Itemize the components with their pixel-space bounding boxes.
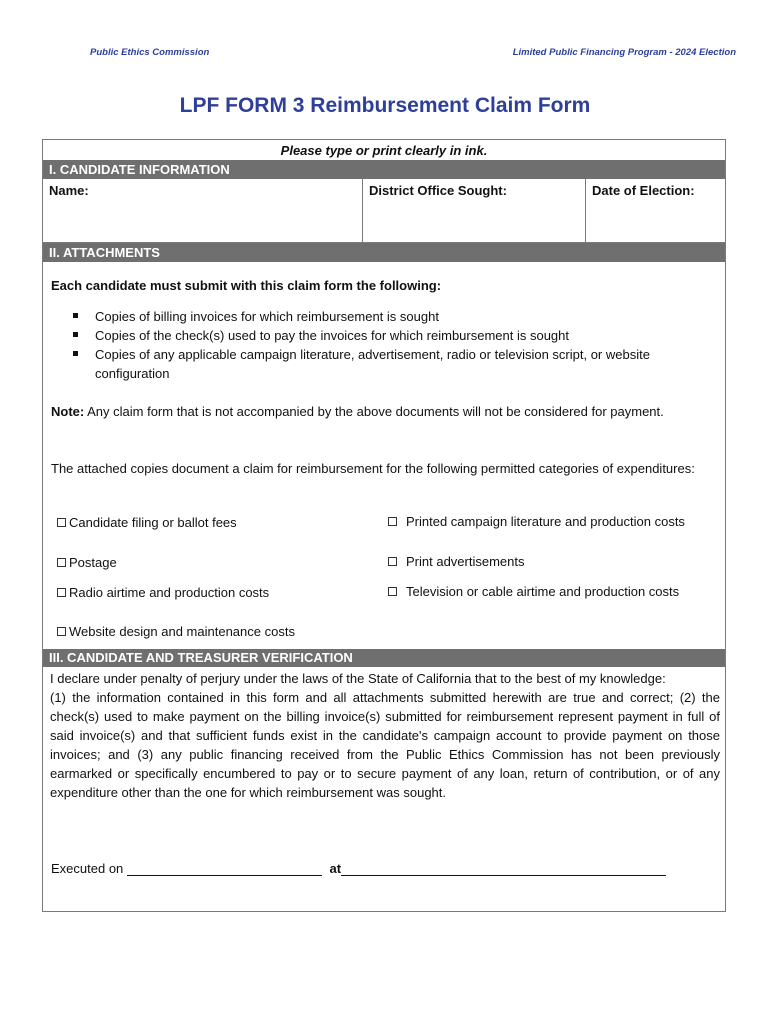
checkbox-icon[interactable] <box>388 587 397 596</box>
executed-place-field[interactable] <box>341 862 666 876</box>
checkbox-icon[interactable] <box>57 518 66 527</box>
header-agency: Public Ethics Commission <box>90 47 210 58</box>
list-item: Copies of any applicable campaign literature, advertisement, radio or television script, or website configuration <box>71 345 711 383</box>
checkbox-television-airtime[interactable]: Television or cable airtime and production costs <box>388 582 708 601</box>
note-label: Note: <box>51 404 85 419</box>
note-text <box>51 402 711 421</box>
claim-form <box>42 139 726 912</box>
section-attachments-header: II. ATTACHMENTS <box>43 243 725 262</box>
executed-line <box>51 859 666 878</box>
name-label: Name: <box>49 183 89 198</box>
list-item: Copies of the check(s) used to pay the invoices for which reimbursement is sought <box>71 326 711 345</box>
checkbox-icon[interactable] <box>388 517 397 526</box>
checkbox-website-design[interactable]: Website design and maintenance costs <box>57 622 295 641</box>
header-program: Limited Public Financing Program - 2024 Election <box>512 47 736 58</box>
date-of-election-field[interactable] <box>586 179 727 242</box>
checkbox-radio-airtime[interactable]: Radio airtime and production costs <box>57 583 269 602</box>
verification-statements: (1) the information contained in this form and all attachments submitted herewith are true and correct; (2) the check(s) used to make payment on the billing invoice(s) submitted for reimbursement represent payment in full of said invoice(s) and that sufficient funds exist in the candidate's campaign account to provide payment on those invoices; and (3) any public financing received from the Public Ethics Commission has not been previously earmarked or specifically encumbered to pay or to secure payment of any loan, return of contribution, or of any expenditure other than the one for which reimbursement was sought. <box>50 690 720 800</box>
form-title: LPF FORM 3 Reimbursement Claim Form <box>179 94 591 117</box>
checkbox-icon[interactable] <box>57 627 66 636</box>
attachments-intro: Each candidate must submit with this claim form the following: <box>51 278 442 293</box>
executed-on-label: Executed on <box>51 861 124 876</box>
name-field[interactable] <box>43 179 363 242</box>
checkbox-postage[interactable]: Postage <box>57 553 117 572</box>
attachments-list <box>71 307 711 383</box>
date-of-election-label: Date of Election: <box>592 183 695 198</box>
instruction-text: Please type or print clearly in ink. <box>280 143 488 158</box>
checkbox-candidate-filing-fees[interactable]: Candidate filing or ballot fees <box>57 513 237 532</box>
section-verification-header: III. CANDIDATE AND TREASURER VERIFICATION <box>43 649 725 667</box>
bullet-icon <box>73 351 78 356</box>
checkbox-printed-literature[interactable]: Printed campaign literature and production costs <box>388 512 708 531</box>
verification-declaration: I declare under penalty of perjury under the laws of the State of California that to the best of my knowledge: <box>50 671 666 686</box>
checkbox-icon[interactable] <box>388 557 397 566</box>
executed-date-field[interactable] <box>127 862 322 876</box>
at-label: at <box>329 861 342 876</box>
note-body: Any claim form that is not accompanied by the above documents will not be considered for payment. <box>87 404 664 419</box>
checkbox-print-advertisements[interactable]: Print advertisements <box>388 552 525 571</box>
checkbox-icon[interactable] <box>57 558 66 567</box>
verification-text <box>50 669 720 802</box>
list-item: Copies of billing invoices for which reimbursement is sought <box>71 307 711 326</box>
categories-intro: The attached copies document a claim for reimbursement for the following permitted categories of expenditures: <box>51 461 695 476</box>
bullet-icon <box>73 332 78 337</box>
candidate-info-row <box>43 179 725 243</box>
bullet-icon <box>73 313 78 318</box>
district-office-label: District Office Sought: <box>369 183 507 198</box>
section-candidate-information-header: I. CANDIDATE INFORMATION <box>43 160 725 179</box>
checkbox-icon[interactable] <box>57 588 66 597</box>
district-office-field[interactable] <box>363 179 586 242</box>
